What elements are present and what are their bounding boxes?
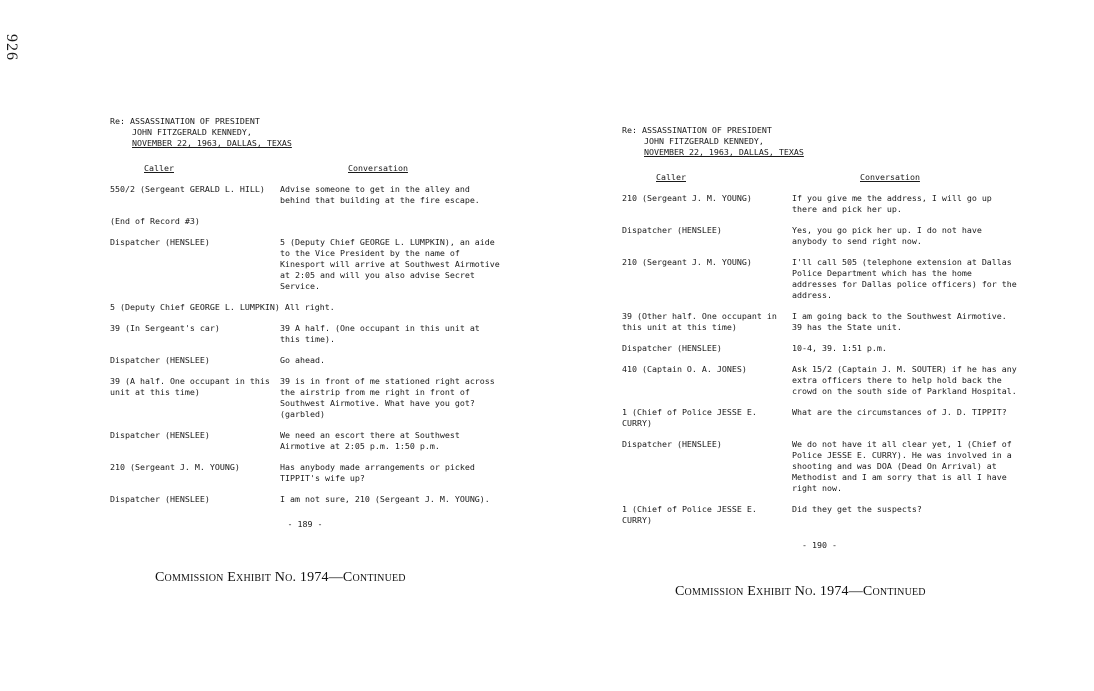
margin-page-number: 926 [3, 34, 20, 61]
conversation: Go ahead. [280, 355, 325, 365]
re-line: Re: ASSASSINATION OF PRESIDENT [110, 116, 260, 126]
caller: Dispatcher (HENSLEE) [110, 430, 210, 440]
conversation: We need an escort there at Southwest Airmotive at 2:05 p.m. 1:50 p.m. [280, 430, 460, 451]
column-headers [622, 172, 1017, 183]
caller: Dispatcher (HENSLEE) [110, 494, 210, 504]
transcript-entry [110, 184, 500, 206]
right-page [622, 125, 1017, 551]
conversation: 10-4, 39. 1:51 p.m. [792, 343, 887, 353]
caller-header: Caller [144, 163, 174, 173]
conversation: Advise someone to get in the alley and behind that building at the fire escape. [280, 184, 480, 205]
caller: 210 (Sergeant J. M. YOUNG) [110, 462, 240, 472]
caller: 410 (Captain O. A. JONES) [622, 364, 747, 374]
caller: Dispatcher (HENSLEE) [622, 343, 722, 353]
caller: 1 (Chief of Police JESSE E. CURRY) [622, 504, 757, 525]
page-footer-number: - 189 - [287, 519, 323, 529]
conversation: Did they get the suspects? [792, 504, 922, 514]
transcript-entry [622, 343, 1017, 354]
transcript-entry [622, 364, 1017, 397]
transcript-entry [622, 193, 1017, 215]
conversation: 5 (Deputy Chief GEORGE L. LUMPKIN), an aide to the Vice President by the name of Kinesport will arrive at Southwest Airmotive at 2:05 and will you also advise Secret Service. [280, 237, 500, 291]
transcript-note: (End of Record #3) [110, 216, 200, 226]
conversation: What are the circumstances of J. D. TIPPIT? [792, 407, 1007, 417]
caller: 210 (Sergeant J. M. YOUNG) [622, 257, 752, 267]
conversation: I am not sure, 210 (Sergeant J. M. YOUNG). [280, 494, 490, 504]
conversation: If you give me the address, I will go up there and pick her up. [792, 193, 992, 214]
caller: 210 (Sergeant J. M. YOUNG) [622, 193, 752, 203]
transcript-note: 5 (Deputy Chief GEORGE L. LUMPKIN) All right. [110, 302, 335, 312]
transcript-entry [110, 494, 500, 505]
conversation: 39 A half. (One occupant in this unit at this time). [280, 323, 480, 344]
re-line: JOHN FITZGERALD KENNEDY, [644, 136, 764, 146]
transcript-entry [110, 355, 500, 366]
re-heading [622, 125, 1017, 158]
caller-header: Caller [656, 172, 686, 182]
conversation: 39 is in front of me stationed right across the airstrip from me right in front of Southwest Airmotive. What have you got? (garbled) [280, 376, 495, 419]
caller: Dispatcher (HENSLEE) [622, 225, 722, 235]
re-line: NOVEMBER 22, 1963, DALLAS, TEXAS [132, 138, 292, 148]
transcript-entry [622, 439, 1017, 494]
caller: Dispatcher (HENSLEE) [110, 355, 210, 365]
caller: Dispatcher (HENSLEE) [110, 237, 210, 247]
conversation-header: Conversation [348, 163, 408, 173]
re-heading [110, 116, 500, 149]
caller: 39 (A half. One occupant in this unit at this time) [110, 376, 270, 397]
column-headers [110, 163, 500, 174]
transcript-entry [622, 225, 1017, 247]
conversation: Has anybody made arrangements or picked TIPPIT's wife up? [280, 462, 475, 483]
exhibit-caption: Commission Exhibit No. 1974—Continued [675, 584, 926, 599]
transcript-entry [110, 462, 500, 484]
exhibit-caption: Commission Exhibit No. 1974—Continued [155, 570, 406, 585]
caller: 39 (In Sergeant's car) [110, 323, 220, 333]
transcript-entry [622, 407, 1017, 429]
conversation: Yes, you go pick her up. I do not have anybody to send right now. [792, 225, 982, 246]
conversation-header: Conversation [860, 172, 920, 182]
transcript-entry [622, 311, 1017, 333]
transcript-entry [110, 376, 500, 420]
re-line: NOVEMBER 22, 1963, DALLAS, TEXAS [644, 147, 804, 157]
conversation: I'll call 505 (telephone extension at Dallas Police Department which has the home addresses for Dallas police officers) for the address. [792, 257, 1017, 300]
left-page [110, 116, 500, 530]
caller: 1 (Chief of Police JESSE E. CURRY) [622, 407, 757, 428]
transcript-entry [110, 323, 500, 345]
caller: Dispatcher (HENSLEE) [622, 439, 722, 449]
re-line: JOHN FITZGERALD KENNEDY, [132, 127, 252, 137]
caller: 39 (Other half. One occupant in this unit at this time) [622, 311, 777, 332]
conversation: Ask 15/2 (Captain J. M. SOUTER) if he has any extra officers there to help hold back the crowd on the south side of Parkland Hospital. [792, 364, 1017, 396]
page-footer-number: - 190 - [802, 540, 837, 550]
transcript-entry [110, 237, 500, 292]
re-line: Re: ASSASSINATION OF PRESIDENT [622, 125, 772, 135]
conversation: We do not have it all clear yet, 1 (Chief of Police JESSE E. CURRY). He was involved in a shooting and was DOA (Dead On Arrival) at Methodist and I am sorry that is all I have right now. [792, 439, 1012, 493]
caller: 550/2 (Sergeant GERALD L. HILL) [110, 184, 265, 194]
transcript-entry [622, 257, 1017, 301]
transcript-entry [622, 504, 1017, 526]
transcript-entry [110, 430, 500, 452]
conversation: I am going back to the Southwest Airmotive. 39 has the State unit. [792, 311, 1007, 332]
